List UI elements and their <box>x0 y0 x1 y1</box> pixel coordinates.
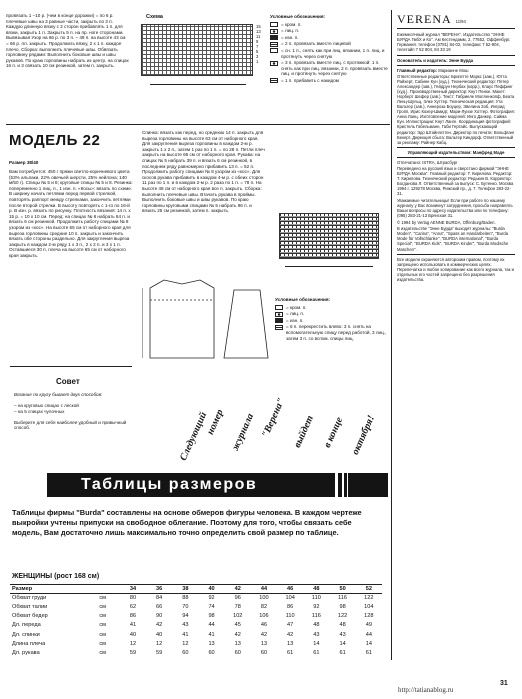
sizes-intro: Таблицы фирмы "Burda" составлены на основе обмеров фигуры человека. В каждом чертеже выкройки учтены припуски на свободное облегание. Поэтому для того, чтобы связать себе модель, Вам достаточно лишь максимально точно определить свой размер по таблице. <box>12 508 362 537</box>
imprint-divider <box>397 157 515 158</box>
printed-by: Отпечатано: ISTRA, Штрасбург <box>397 159 458 165</box>
slogan-word: октября! <box>350 413 378 457</box>
table-row: Дл. переда см 41 42 43 44 45 46 47 48 48 49 <box>12 622 372 629</box>
page-number: 31 <box>500 680 508 687</box>
cable-schema-arrows <box>285 262 373 267</box>
watermark-link[interactable]: http://tatianablog.ru <box>398 686 454 694</box>
schema-row-numbers <box>256 24 266 64</box>
legend-item: = лиц. п. <box>270 28 388 34</box>
legend-top <box>270 14 388 85</box>
row-number: 3 <box>256 54 259 60</box>
schema-label: Схема <box>146 14 163 20</box>
row-number: 5 <box>256 49 259 55</box>
model-body: Вам потребуется: 450 г пряжи светло-коричневого цвета (53% альпаки, 22% овечьей шерсти, 25% нейлона; 140 м/50 г). Спицы № 5 и 8; круговые спицы № 5 и 8. Резинка: попеременно 1 лиц. п., 1 изн. п. «Косы»: вязать по схеме. В ширину начать петлями перед первой стрелкой, повторять раппорт между стрелками, закончить петлями после второй стрелки. В высоту повторять с 1-го по 16-й р. В изн. р. вязать по рисунку. Плотность вязания: 14 п. x 15 р. = 10 x 10 см. Перед: на спицах № 8 набрать 84 п. и вязать 6 см резинкой. Продолжить работу спицами № 8 узором из «кос». На высоте 65 см от наборного края для выреза горловины средние 10 п. закрыть и закончить вязать обе стороны раздельно. Для закругления выреза закрыть в каждом 2-м ряду 1 x 3 п., 2 x 2 п. и 3 x 1 п. Оставшиеся 30 п. плеча на высоте 65 см от наборного края закрыть. <box>9 169 133 258</box>
yarn-over-icon <box>270 78 278 83</box>
manager: Управляющий издательством: Манфред Маде <box>407 149 505 155</box>
slogan-word: в конце <box>322 415 346 450</box>
legend-item: = 3 п. провязать вместе лиц. с протяжкой: 1 п. снять как при лиц. вязании, 2 п. провязать вместе лиц. и протянуть через снятую <box>270 60 388 77</box>
three-together-icon <box>270 61 278 66</box>
front-back-piece <box>150 280 214 358</box>
cable-cross-icon <box>275 325 283 330</box>
legend-item: = 1 п. прибавить с накидом <box>270 78 388 84</box>
brand-logo: VERENA <box>397 12 452 26</box>
sizes-table <box>10 584 382 658</box>
legend-title: Условные обозначения: <box>275 297 331 302</box>
slogan-word: номер <box>205 407 226 437</box>
knit-stitch-icon <box>275 312 283 317</box>
legend-item: = сн. 1 п., снять как при лиц. вязании, 1 п. лиц. и протянуть через снятую <box>270 48 388 59</box>
publisher-block: Ежемесячный журнал "ВЕРЕНА". Издательство "ЭННЕ БУРДА ГмбХ и Ко". Ам Кестендамм, 2, 77652, Оффенбург, Германия. телефон (0781) 84-02, телефакс 7 52-804, телетайп 7 52 804, 84 33 19 <box>397 32 511 53</box>
legend-item: = 2 п. провязать вместе лицевой <box>270 41 388 47</box>
imprint-divider <box>397 254 515 255</box>
purl-stitch-icon <box>270 35 278 40</box>
sizes-banner: Таблицы размеров <box>47 473 388 497</box>
russian-edition: Переведено на русский язык и сверстано фирмой "ЭННЕ БУРДА Москва". Главный редактор: Т. Кирилова. Редактор: Т. Кирилова. Технический редактор: Редькин В. Корректор: Богданова Л. Ответственный за выпуск: С. Бутенко. Москва 1994 г. 129278 Москва, Рижский пр., д. 7. Телефон 283-22-31. <box>397 166 514 197</box>
row-number: 15 <box>256 24 261 29</box>
slogan-word: журнала <box>230 411 257 453</box>
legend-item: = кром. п. <box>270 22 388 28</box>
copyright: © 1994 by Verlag AENNE BURDA, Offenburg/Baden. <box>397 219 496 225</box>
cable-schema-chart <box>279 213 379 259</box>
reader-notice: Уважаемые читательницы! Если при работе по нашему журналу у Вас возникнут затруднения, просьба направлять Ваши вопросы по адресу издательства или по телефону: (095) 283-21-13 Брянская 31. <box>397 198 513 219</box>
legend-item: = изн. п. <box>275 318 387 324</box>
banner-stripe <box>335 473 338 497</box>
banner-stripe <box>347 473 348 497</box>
model-size: Размер 38/40 <box>9 160 39 165</box>
slogan-word: "Верена" <box>260 396 288 440</box>
imprint-divider <box>397 147 515 148</box>
advice-top-rule <box>10 366 132 367</box>
legend-item: = кром. п. <box>275 305 387 311</box>
rights-notice: Все модели охраняются авторским правом, поэтому их запрещено использовать в коммерческих целях. Перепечатка и любое копирование как всего журнала, так и отдельных его частей запрещено без разрешения издательства. <box>397 256 514 282</box>
slogan-word: выйдет <box>292 413 316 450</box>
imprint-divider <box>397 65 515 66</box>
advice-title: Совет <box>56 377 80 386</box>
row-number: 9 <box>256 39 259 45</box>
table-row: Дл. спинки см 40 40 41 41 42 42 42 43 43 44 <box>12 631 372 638</box>
row-number: 11 <box>256 34 261 40</box>
row-number: 1 <box>256 59 259 65</box>
table-title: ЖЕНЩИНЫ (рост 168 см) <box>12 573 100 580</box>
legend-item: = 6 п. перекрестить влево: 3 п. снять на вспомогательную спицу перед работой, 3 лиц., затем 3 п. со вспом. спицы лиц. <box>275 324 387 341</box>
imprint-header <box>397 12 515 29</box>
purl-stitch-icon <box>275 318 283 323</box>
founder: Основатель и издатель: Энне Бурда <box>397 57 474 63</box>
staff-list: Ответственные редакторы: Бригитте Маркс (зам.), Ютта Райхерт, Сабине Кун (худ.). Технический редактор: Петер Александер (зав.), Гейдрун Нербах (корр.), Клаус Пеффинг (худ.). Производственный директор: Кнут Пенке. Макет: Норберт Шефер (зав.). Текст: Габриеле Молленкопф, Беата Ленц-Шульц, Элке Хуттер. Техническая редакция: Ута Вальтер (зав.), Аннероза Боуцер, Эвелина Зоб, Ингрид Гропп, Ирис Кохер-Шмидт, Мари-Луизе Хоттер. Фотография: Анна Ланц. Изготовление моделей: Инго Данкер, Сайма Кун. Иллюстрации: Кнут Ланге. Координация фотографий: Кристель Габельманн, Габи Гертайс. Выпускающий редактор: Эдо Штайнгиттен. Директор по печати: Вольфганг Бекерт. Дирекция сбыта: Вальтер Киндорф. Ответственный за рекламу: Райнер Кабц. <box>397 74 515 145</box>
chief-editor-label: Главный редактор: <box>397 67 438 73</box>
other-magazines: В издательстве "Энне Бурда" выходят журналы: "Burda Moden", "Carina", "Anna", "Spass an Handarbeiten", "Burda Mode für Vollschlanke", "BURDA international", "Burda Special", "BURDA Kids", "BURDA Kinder", "Burda Modische Maschen". <box>397 226 509 252</box>
schema-chart <box>141 24 253 76</box>
edge-stitch-icon <box>270 22 278 27</box>
banner-stripe <box>342 473 344 497</box>
table-row: Обхват талии см 62 66 70 74 78 82 86 92 98 104 <box>12 603 374 610</box>
legend-item: = изн. п. <box>270 35 388 41</box>
advice-text: Вязание по кругу бывает двух способов: – на круговых спицах с леской – на 5 спицах чулочных Выберите для себя наиболее удобный и привычный способ. <box>14 392 127 431</box>
issue-number: 11/94 <box>455 19 466 24</box>
table-header-row: Размер 34 36 38 40 42 44 46 48 50 52 <box>10 585 382 594</box>
chief-editor: Марианне Мош <box>438 67 469 73</box>
pattern-pieces-drawing <box>142 270 272 365</box>
model-title: МОДЕЛЬ 22 <box>9 132 101 149</box>
schema-arrows <box>150 79 246 85</box>
legend-bottom <box>275 297 387 342</box>
table-row: Обхват бедер см 86 90 94 98 102 106 110 116 122 128 <box>12 613 374 620</box>
knit-stitch-icon <box>270 29 278 34</box>
row-number: 7 <box>256 44 259 50</box>
middle-column-text: Спинка: вязать как перед, но среднюю 14 п. закрыть для выреза горловины на высоте 63 см от наборного края. Для закругления выреза горловины в каждом 2-м р. закрыть 1 x 2 п., затем 1 раз по 1 п. = по 28 п. Петли плеч закрыть на высоте 66 см от наборного края. Рукава: на спицах № 5 набрать 39 п. и вязать 6 см резинкой, в последнем ряду равномерно прибавить 13 п. = 52 п. Продолжить работу спицами № 8 узором из «кос». Для скосов рукава прибавить в каждом 4-м р. с обеих сторон 11 раз по 1 п. и в каждом 2-м р. 2 раза по 1 п. = 78 п. На высоте 48 см от наборного края все п. закрыть. Сборка: выполнить плечевые швы. Втачать рукава в проймы. Выполнить боковые швы и швы рукавов. По краю горловины круговыми спицами № 5 набрать 96 п. и вязать 25 см резинкой, затем п. закрыть. <box>142 130 265 214</box>
slip-stitch-icon <box>270 48 278 53</box>
divider <box>6 124 390 125</box>
table-row: Длина плеча см 12 12 12 13 13 13 13 14 14 14 <box>12 640 372 647</box>
column-divider <box>391 10 392 660</box>
sleeve-piece <box>224 290 268 358</box>
slogan-word: Следующий <box>178 410 210 463</box>
table-row: Дл. рукава см 59 59 60 60 60 60 61 61 61 61 <box>12 649 372 656</box>
imprint-divider <box>397 55 515 56</box>
knit-two-together-icon <box>270 42 278 47</box>
legend-title: Условные обозначения: <box>270 14 326 19</box>
table-row: Обхват груди см 80 84 88 92 96 100 104 110 116 122 <box>12 595 374 602</box>
imprint-column <box>397 12 515 283</box>
edge-stitch-icon <box>275 305 283 310</box>
row-number: 13 <box>256 29 261 35</box>
legend-item: = лиц. п. <box>275 311 387 317</box>
top-left-text: провязать 1 –10 р. (чем в конце дорожки) = по 6 р. плечевые швы на 3 равные части, закрыть по 3 п. Каждую длинную вязку с 2 сторон прибавлять 1 п. для вязки, закрыть 1 п. Закрыть 5 п. на пр. ноге сторонами. Вывязывая Узор на 66 р. по 3 п. – 49 п. на высоте 43 см = 66 р. пл. закрыть. Продолжать вязку, 2 х 1 п. каждое плечо. Сборка: выполнить плечевые швы. Обвязать горловину рядами: Выполнить боковые швы и швы рукавов. По краю горловины набрать из центр. на спицах 16 п. и 3 связать 10 см резинкой, затем п. закрыть. <box>6 13 129 69</box>
